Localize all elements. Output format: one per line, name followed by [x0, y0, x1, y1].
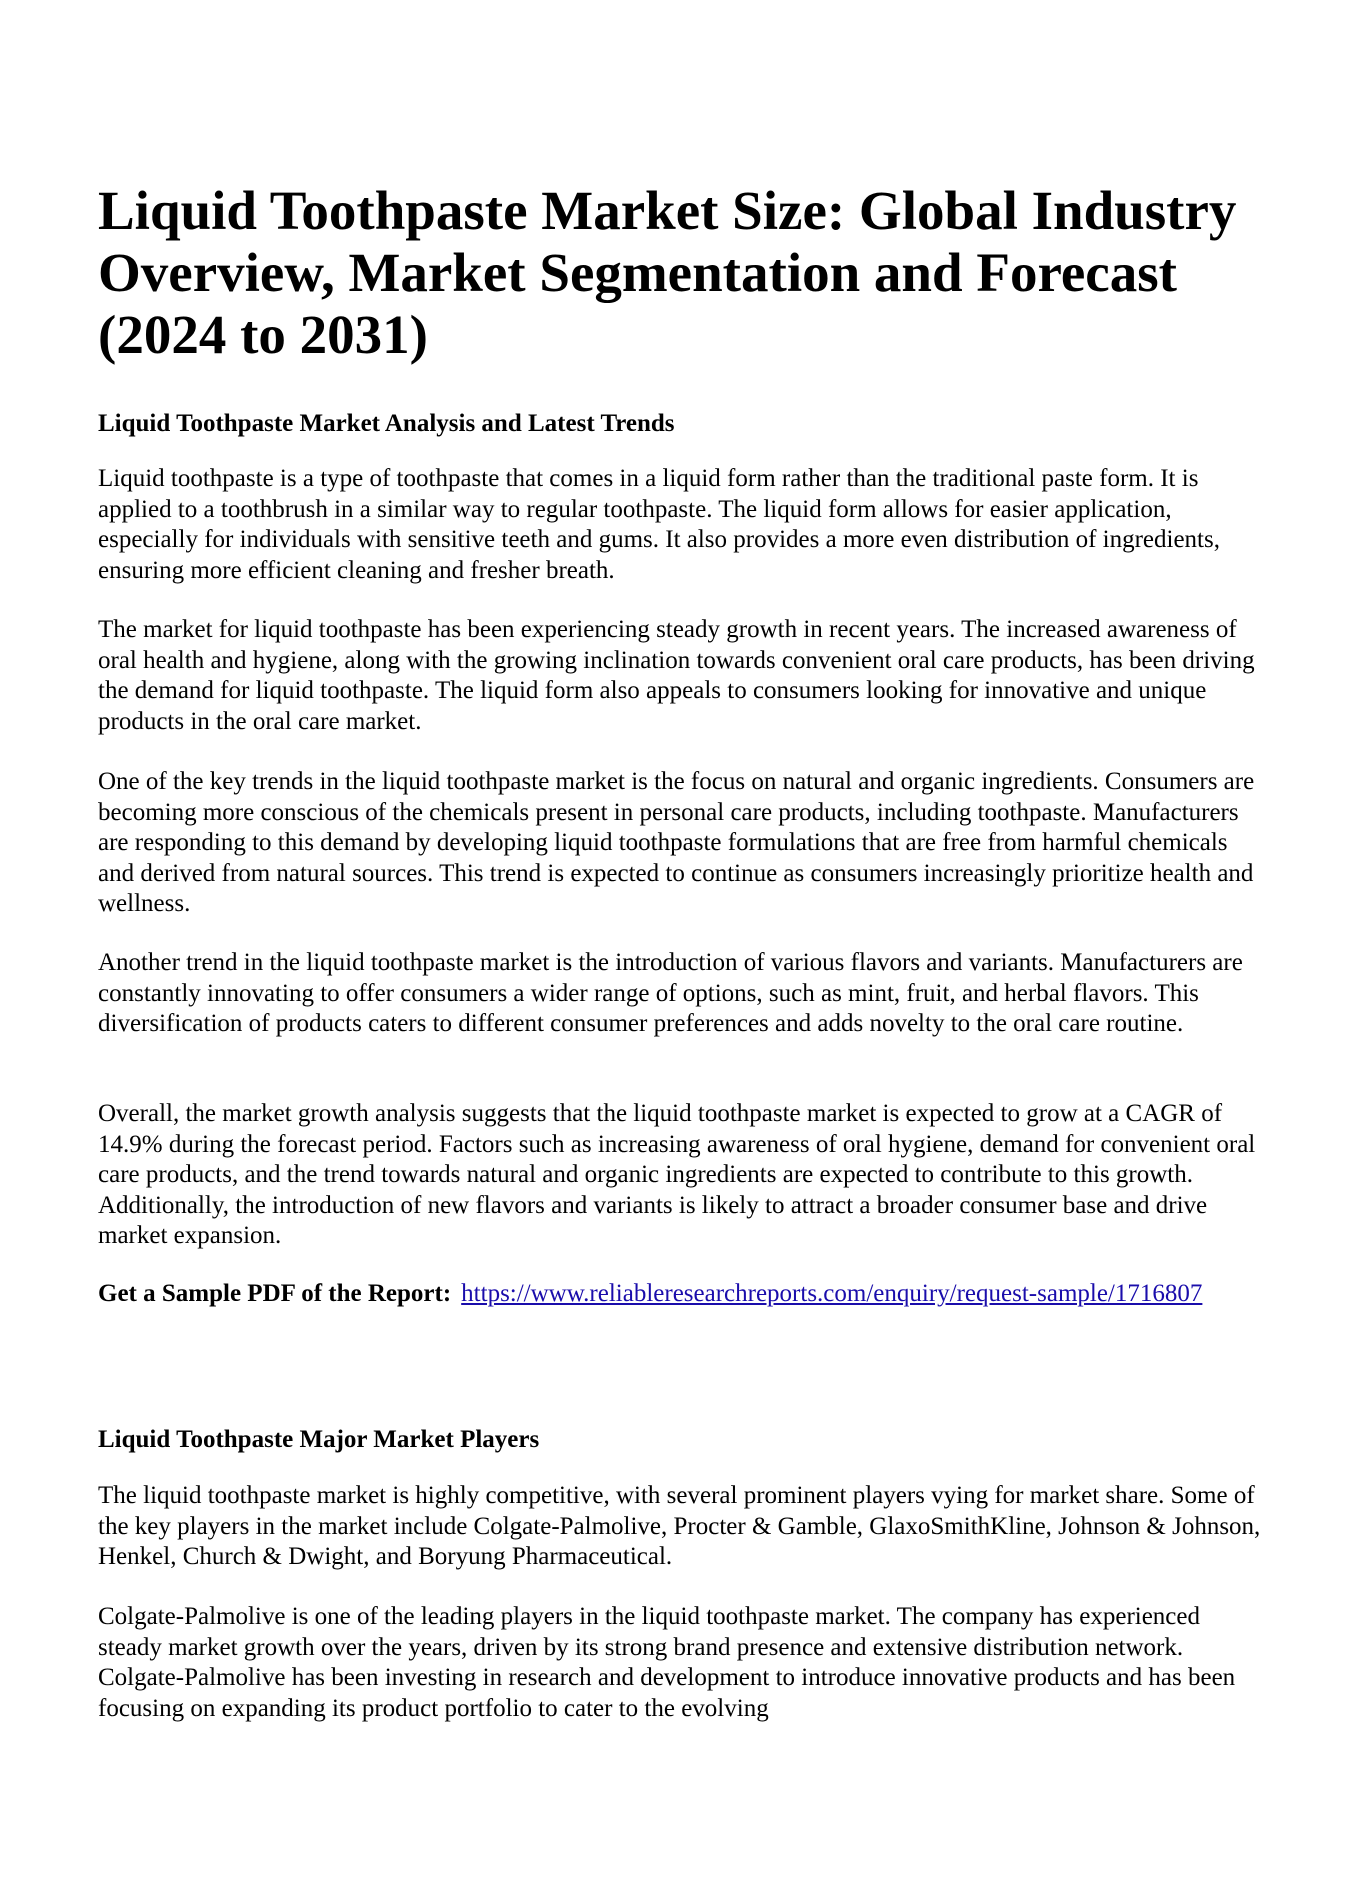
- paragraph-overall-cagr: Overall, the market growth analysis suggests that the liquid toothpaste market is expected to grow at a CAGR of 14.9% during the forecast period. Factors such as increasing awareness of oral hygiene, demand for convenient oral care products, and the trend towards natural and organic ingredients are expected to contribute to this growth. Additionally, the introduction of new flavors and variants is likely to attract a broader consumer base and drive market expansion.: [98, 1100, 1256, 1249]
- page-title: Liquid Toothpaste Market Size: Global Industry Overview, Market Segmentation and Forecast (2024 to 2031): [98, 180, 1237, 365]
- paragraph-competition: The liquid toothpaste market is highly competitive, with several prominent players vying for market share. Some of the key players in the market include Colgate-Palmolive, Procter & Gamble, GlaxoSmithKline, Johnson & Johnson, Henkel, Church & Dwight, and Boryung Pharmaceutical.: [98, 1482, 1261, 1570]
- paragraph-definition: Liquid toothpaste is a type of toothpaste that comes in a liquid form rather than the traditional paste form. It is applied to a toothbrush in a similar way to regular toothpaste. The liquid form allows for easier application, especially for individuals with sensitive teeth and gums. It also provides a more even distribution of ingredients, ensuring more efficient cleaning and fresher breath.: [98, 465, 1220, 584]
- paragraph-colgate: Colgate-Palmolive is one of the leading players in the liquid toothpaste market. The company has experienced steady market growth over the years, driven by its strong brand presence and extensive distribution network. Colgate-Palmolive has been investing in research and development to introduce innovative products and has been focusing on expanding its product portfolio to cater to the evolving: [98, 1603, 1236, 1722]
- paragraph-flavors-trend: Another trend in the liquid toothpaste market is the introduction of various flavors and variants. Manufacturers are constantly innovating to offer consumers a wider range of options, such as mint, fruit, and herbal flavors. This diversification of products caters to different consumer preferences and adds novelty to the oral care routine.: [98, 949, 1243, 1037]
- paragraph-natural-trend: One of the key trends in the liquid toothpaste market is the focus on natural and organic ingredients. Consumers are becoming more conscious of the chemicals present in personal care products, including toothpaste. Manufacturers are responding to this demand by developing liquid toothpaste formulations that are free from harmful chemicals and derived from natural sources. This trend is expected to continue as consumers increasingly prioritize health and wellness.: [98, 768, 1255, 917]
- section-heading-analysis: Liquid Toothpaste Market Analysis and Latest Trends: [98, 410, 675, 437]
- section-heading-players: Liquid Toothpaste Major Market Players: [98, 1426, 540, 1453]
- paragraph-market-growth: The market for liquid toothpaste has been experiencing steady growth in recent years. The increased awareness of oral health and hygiene, along with the growing inclination towards convenient oral care products, has been driving the demand for liquid toothpaste. The liquid form also appeals to consumers looking for innovative and unique products in the oral care market.: [98, 616, 1255, 735]
- sample-pdf-label: Get a Sample PDF of the Report:: [98, 1280, 452, 1307]
- sample-pdf-line: [98, 1279, 1268, 1310]
- sample-pdf-link[interactable]: https://www.reliableresearchreports.com/enquiry/request-sample/1716807: [461, 1280, 1203, 1307]
